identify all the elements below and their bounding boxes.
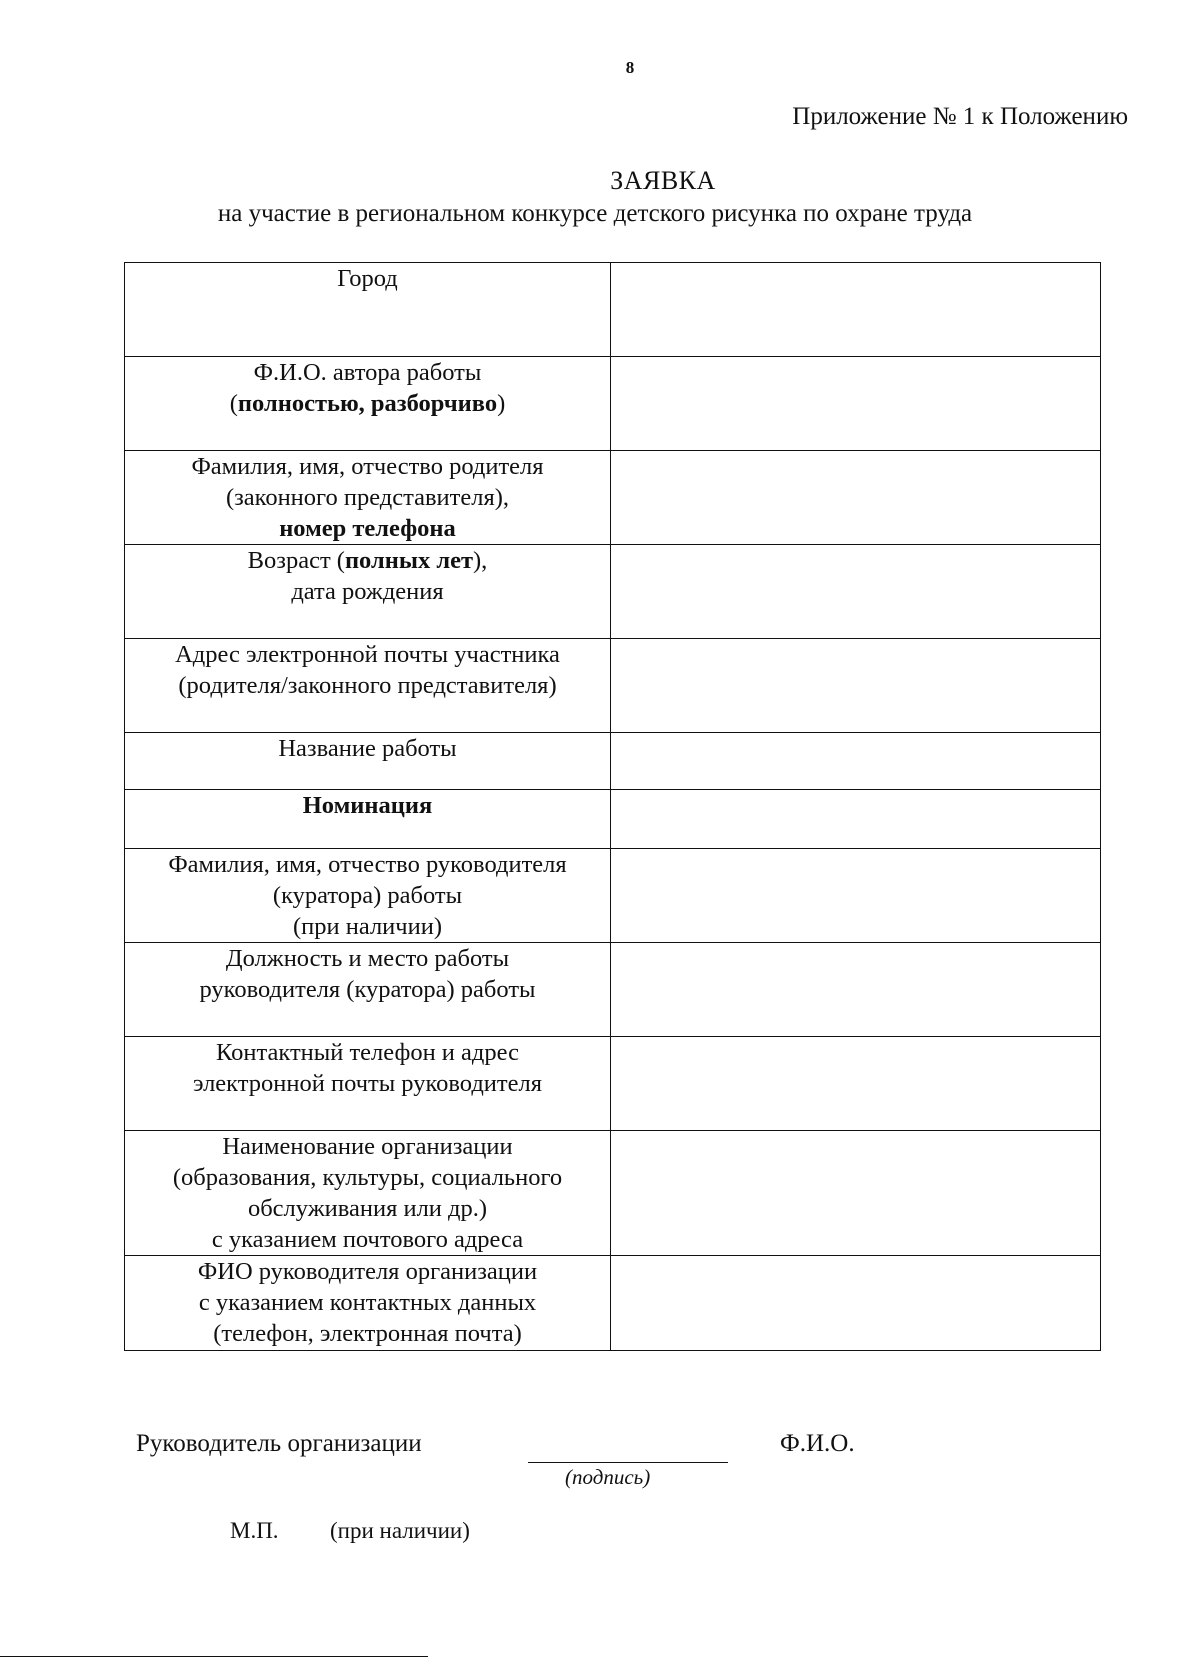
signature-hint: (подпись)	[565, 1465, 651, 1489]
label-line	[125, 513, 610, 544]
label-line: Название работы	[278, 735, 457, 762]
form-row-label	[125, 1037, 611, 1131]
form-row-value[interactable]	[611, 357, 1101, 451]
form-row	[125, 545, 1101, 639]
form-row	[125, 1131, 1101, 1256]
label-line: (полностью, разборчиво)	[229, 390, 506, 417]
form-row-value[interactable]	[611, 790, 1101, 849]
form-row	[125, 943, 1101, 1037]
form-row-value[interactable]	[611, 451, 1101, 545]
label-line: Наименование организации	[222, 1133, 513, 1160]
form-row-label	[125, 357, 611, 451]
label-line: Ф.И.О. автора работы	[253, 359, 482, 386]
label-line: (образования, культуры, социального	[172, 1164, 563, 1191]
form-row-value[interactable]	[611, 849, 1101, 943]
form-row-label	[125, 451, 611, 545]
label-line: (при наличии)	[293, 913, 442, 940]
signature-role: Руководитель организации	[136, 1430, 422, 1457]
bold-text: полностью, разборчиво	[237, 390, 498, 417]
label-line: Фамилия, имя, отчество руководителя	[168, 851, 567, 878]
form-row-label	[125, 639, 611, 733]
stamp-note: (при наличии)	[330, 1518, 470, 1543]
appendix-reference: Приложение № 1 к Положению	[792, 103, 1128, 130]
form-row	[125, 790, 1101, 849]
label-line: Возраст (полных лет),	[247, 547, 488, 574]
form-row-value[interactable]	[611, 943, 1101, 1037]
form-row-label	[125, 545, 611, 639]
label-line: ФИО руководителя организации	[197, 1258, 538, 1285]
form-row-value[interactable]	[611, 263, 1101, 357]
document-title: ЗАЯВКА	[610, 166, 716, 195]
form-row-value[interactable]	[611, 639, 1101, 733]
label-line: с указанием контактных данных	[198, 1289, 537, 1316]
form-row-value[interactable]	[611, 1037, 1101, 1131]
label-line: руководителя (куратора) работы	[199, 976, 536, 1003]
form-row	[125, 451, 1101, 545]
form-row-value[interactable]	[611, 1131, 1101, 1256]
form-row	[125, 733, 1101, 790]
form-row-label	[125, 1256, 611, 1351]
stamp-label: М.П.	[230, 1518, 279, 1543]
form-row	[125, 1256, 1101, 1351]
form-row	[125, 1037, 1101, 1131]
form-row-value[interactable]	[611, 1256, 1101, 1351]
label-line: (законного представителя),	[225, 484, 510, 511]
form-body	[125, 263, 1101, 1351]
form-row-label	[125, 849, 611, 943]
document-subtitle: на участие в региональном конкурсе детского рисунка по охране труда	[217, 200, 973, 227]
form-row-label	[125, 263, 611, 357]
label-line: дата рождения	[291, 578, 444, 605]
form-row-label	[125, 733, 611, 790]
label-line: с указанием почтового адреса	[211, 1226, 524, 1253]
label-line	[125, 790, 610, 821]
bold-text: номер телефона	[279, 515, 456, 542]
form-row	[125, 263, 1101, 357]
form-row	[125, 357, 1101, 451]
form-row-value[interactable]	[611, 545, 1101, 639]
label-line: (телефон, электронная почта)	[213, 1320, 522, 1347]
label-line: (куратора) работы	[272, 882, 463, 909]
footer-rule	[0, 1656, 428, 1657]
label-line: Город	[337, 265, 398, 292]
bold-text: полных лет	[344, 547, 474, 574]
signature-name-label: Ф.И.О.	[780, 1430, 855, 1457]
form-row-value[interactable]	[611, 733, 1101, 790]
label-line: (родителя/законного представителя)	[178, 672, 557, 699]
page-number: 8	[625, 58, 635, 77]
label-line: обслуживания или др.)	[247, 1195, 488, 1222]
label-line: Фамилия, имя, отчество родителя	[191, 453, 544, 480]
form-row-label	[125, 943, 611, 1037]
form-row	[125, 849, 1101, 943]
label-line: электронной почты руководителя	[193, 1070, 542, 1097]
label-line: Адрес электронной почты участника	[175, 641, 560, 668]
form-row-label	[125, 1131, 611, 1256]
signature-line[interactable]	[528, 1462, 728, 1463]
application-form-table	[124, 262, 1101, 1351]
label-line: Должность и место работы	[225, 945, 510, 972]
label-line: Контактный телефон и адрес	[216, 1039, 519, 1066]
form-row-label	[125, 790, 611, 849]
form-row	[125, 639, 1101, 733]
bold-text: Номинация	[302, 792, 433, 819]
